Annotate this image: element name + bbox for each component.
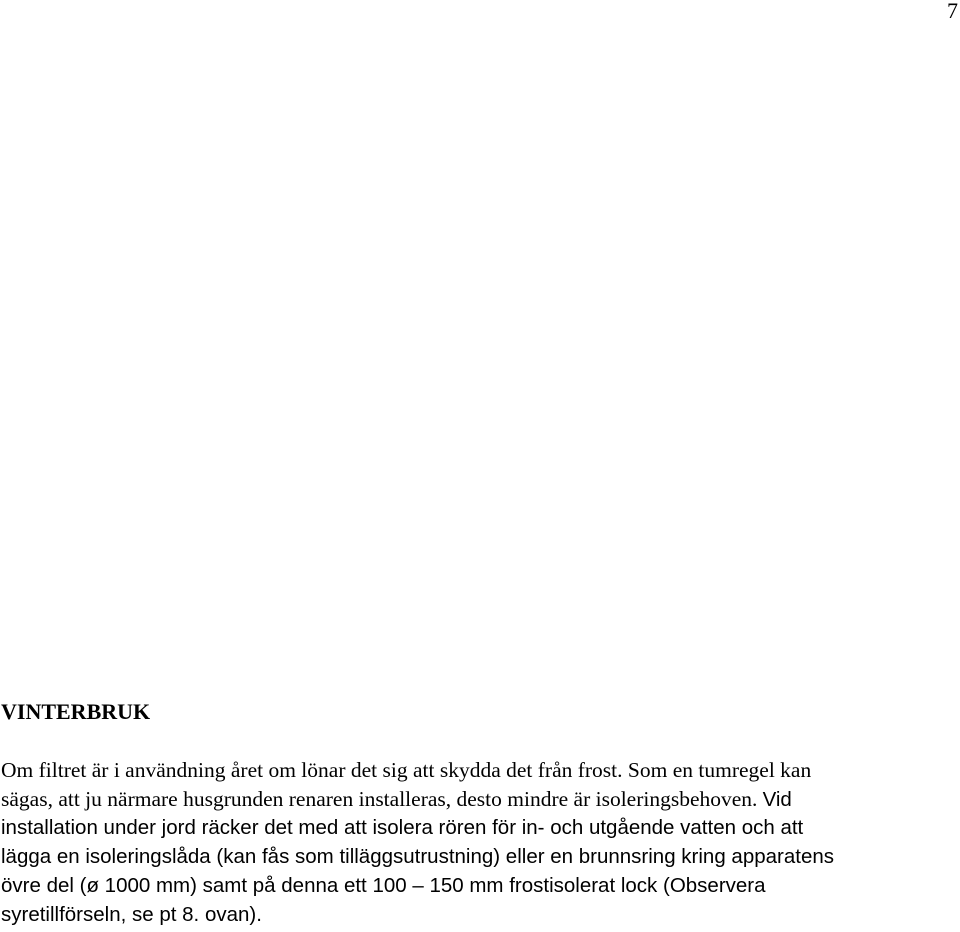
paragraph-line (1, 785, 792, 814)
paragraph-line: installation under jord räcker det med att isolera rören för in- och utgående vatten och att (1, 816, 804, 839)
paragraph-segment: sägas, att ju närmare husgrunden renaren installeras, desto mindre är isoleringsbehoven. (1, 787, 758, 811)
paragraph-line: lägga en isoleringslåda (kan fås som tilläggsutrustning) eller en brunnsring kring apparatens (1, 845, 835, 868)
page-number: 7 (947, 0, 958, 23)
paragraph-line: syretillförseln, se pt 8. ovan). (1, 903, 262, 926)
paragraph-segment: Vid (762, 788, 792, 811)
section-heading: VINTERBRUK (1, 699, 151, 724)
paragraph-line: Om filtret är i användning året om lönar det sig att skydda det från frost. Som en tumregel kan (1, 758, 812, 782)
paragraph-line: övre del (ø 1000 mm) samt på denna ett 100 – 150 mm frostisolerat lock (Observera (1, 874, 766, 897)
